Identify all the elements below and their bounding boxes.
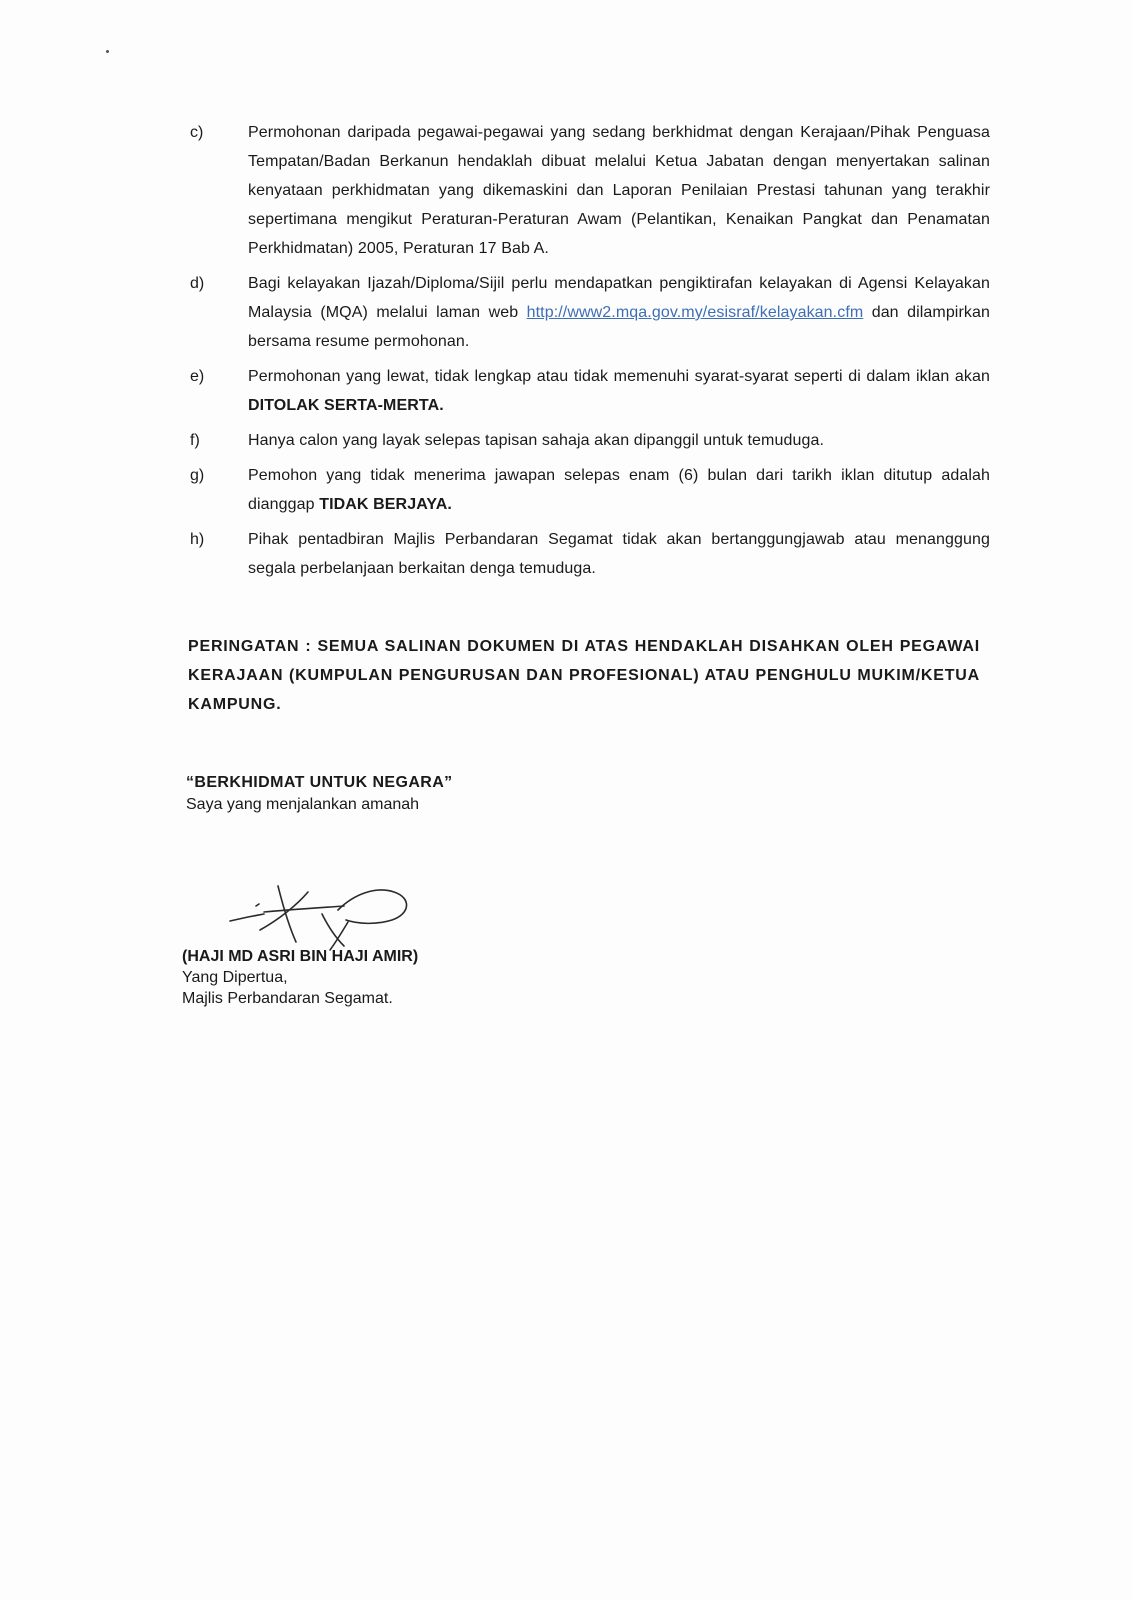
condition-item-g	[190, 461, 990, 519]
condition-text: Permohonan daripada pegawai-pegawai yang sedang berkhidmat dengan Kerajaan/Pihak Penguasa Tempatan/Badan Berkanun hendaklah dibuat melalui Ketua Jabatan dengan menyertakan salinan kenyataan perkhidmatan yang dikemaskini dan Laporan Penilaian Prestasi tahunan yang terakhir sepertimana mengikut Peraturan-Peraturan Awam (Pelantikan, Kenaikan Pangkat dan Penamatan Perkhidmatan) 2005, Peraturan 17 Bab A.	[248, 124, 990, 257]
condition-text	[248, 362, 990, 420]
conditions-list	[190, 118, 990, 589]
condition-item-c	[190, 118, 990, 263]
condition-emphasis: TIDAK BERJAYA.	[319, 496, 452, 513]
signatory-position: Yang Dipertua,	[182, 969, 288, 986]
condition-letter: c)	[190, 124, 204, 141]
condition-text-part: Bagi kelayakan Ijazah/Diploma/Sijil perlu mendapatkan pengiktirafan kelayakan di Agensi Kelayakan Malaysia (MQA) melalui laman web	[248, 275, 990, 321]
condition-letter: e)	[190, 368, 205, 385]
condition-letter: d)	[190, 275, 205, 292]
motto-line: Saya yang menjalankan amanah	[186, 796, 420, 813]
scan-speck	[106, 50, 109, 53]
condition-text	[248, 269, 990, 356]
condition-text-part: Pemohon yang tidak menerima jawapan selepas enam (6) bulan dari tarikh iklan ditutup adalah dianggap	[248, 467, 990, 513]
condition-text: Hanya calon yang layak selepas tapisan sahaja akan dipanggil untuk temuduga.	[248, 432, 824, 449]
condition-text-part: dan dilampirkan bersama resume permohonan.	[248, 304, 990, 350]
signatory-name: (HAJI MD ASRI BIN HAJI AMIR)	[182, 948, 419, 965]
motto-title: “BERKHIDMAT UNTUK NEGARA”	[186, 774, 453, 791]
signature-image	[226, 884, 416, 954]
condition-item-h	[190, 525, 990, 583]
signatory-organization: Majlis Perbandaran Segamat.	[182, 990, 393, 1007]
condition-item-f	[190, 426, 990, 455]
condition-text	[248, 461, 990, 519]
motto-block	[186, 772, 453, 816]
warning-notice: PERINGATAN : SEMUA SALINAN DOKUMEN DI ATAS HENDAKLAH DISAHKAN OLEH PEGAWAI KERAJAAN (KUMPULAN PENGURUSAN DAN PROFESIONAL) ATAU PENGHULU MUKIM/KETUA KAMPUNG.	[188, 638, 980, 713]
condition-emphasis: DITOLAK SERTA-MERTA.	[248, 397, 444, 414]
mqa-link[interactable]: http://www2.mqa.gov.my/esisraf/kelayakan.cfm	[526, 304, 864, 321]
condition-letter: g)	[190, 467, 205, 484]
condition-letter: h)	[190, 531, 205, 548]
condition-text: Pihak pentadbiran Majlis Perbandaran Segamat tidak akan bertanggungjawab atau menanggung segala perbelanjaan berkaitan denga temuduga.	[248, 531, 990, 577]
signatory-block	[182, 946, 418, 1009]
condition-item-d	[190, 269, 990, 356]
condition-letter: f)	[190, 432, 200, 449]
condition-item-e	[190, 362, 990, 420]
condition-text-part: Permohonan yang lewat, tidak lengkap atau tidak memenuhi syarat-syarat seperti di dalam iklan akan	[248, 368, 990, 385]
